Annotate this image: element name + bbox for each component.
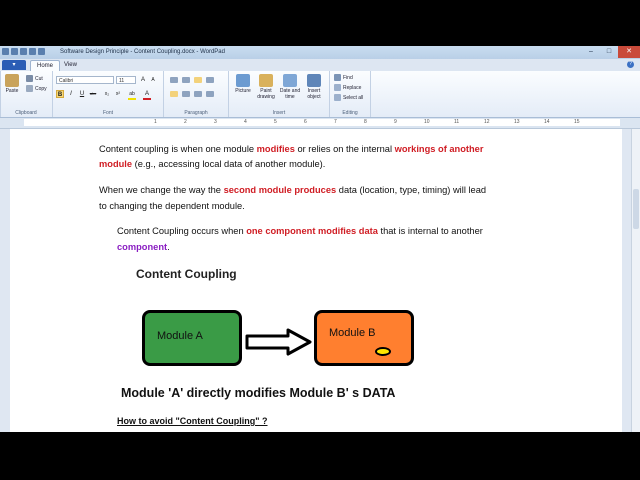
line-spacing-icon[interactable]: [206, 77, 214, 83]
strikethrough-button[interactable]: abc: [89, 91, 97, 96]
align-left-icon[interactable]: [170, 91, 178, 97]
paste-label: Paste: [5, 88, 19, 94]
ruler[interactable]: [0, 118, 640, 129]
superscript-button[interactable]: x²: [115, 91, 121, 97]
ruler-tick: 10: [424, 119, 430, 125]
paint-drawing-button[interactable]: [255, 74, 277, 100]
section-heading: How to avoid "Content Coupling" ?: [117, 416, 268, 426]
ruler-tick: 6: [304, 119, 307, 125]
ruler-tick: 11: [454, 119, 460, 125]
diagram-title: Content Coupling: [136, 267, 237, 281]
paragraph-1-line-2: [99, 156, 325, 172]
text-run: data (location, type, timing) will lead: [336, 185, 487, 195]
ruler-tick: 2: [184, 119, 187, 125]
increase-indent-icon[interactable]: [182, 77, 190, 83]
scrollbar-thumb[interactable]: [633, 189, 639, 229]
diagram-caption: Module 'A' directly modifies Module B' s DATA: [121, 386, 396, 400]
tab-home[interactable]: Home: [30, 60, 60, 72]
insert-group: [229, 71, 330, 117]
select-all-button[interactable]: [334, 94, 363, 101]
italic-button[interactable]: I: [70, 91, 72, 97]
clipboard-group: [0, 71, 53, 117]
maximize-button[interactable]: □: [606, 48, 612, 55]
font-group: [53, 71, 164, 117]
paragraph-2-line-2: to changing the dependent module.: [99, 201, 245, 211]
find-label: Find: [343, 74, 353, 81]
redo-icon[interactable]: [29, 48, 36, 55]
highlight-text: workings of another: [394, 144, 484, 154]
subscript-button[interactable]: x₂: [104, 91, 110, 97]
ruler-tick: 4: [244, 119, 247, 125]
tab-view[interactable]: View: [64, 62, 77, 68]
paragraph-3-line-2: [117, 239, 170, 255]
text-run: Content coupling is when one module: [99, 144, 257, 154]
ruler-tick: 15: [574, 119, 580, 125]
highlight-text: modifies: [256, 144, 295, 154]
grow-font-button[interactable]: A: [140, 77, 145, 83]
paragraph-group-label: Paragraph: [184, 110, 208, 116]
picture-button[interactable]: [233, 74, 253, 94]
picture-icon: [236, 74, 250, 87]
text-run: (e.g., accessing local data of another module).: [132, 159, 326, 169]
module-a-label: Module A: [157, 330, 203, 342]
insert-object-button[interactable]: [303, 74, 325, 100]
window-title: Software Design Principle - Content Coupling.docx - WordPad: [60, 49, 225, 55]
picture-label: Picture: [235, 88, 251, 94]
clipboard-group-label: Clipboard: [15, 110, 37, 116]
ruler-tick: 12: [484, 119, 490, 125]
date-time-label: Date and time: [279, 88, 301, 100]
text-run: that is internal to another: [377, 226, 483, 236]
help-icon[interactable]: ?: [627, 61, 634, 68]
cut-label: Cut: [35, 75, 43, 82]
window-controls: [582, 46, 640, 59]
paste-icon: [5, 74, 19, 87]
paint-drawing-label: Paint drawing: [257, 88, 275, 100]
data-blob-icon: [375, 347, 391, 356]
ruler-tick: 13: [514, 119, 520, 125]
file-menu-button[interactable]: ▾: [2, 60, 26, 70]
module-b-label: Module B: [329, 327, 376, 339]
undo-icon[interactable]: [20, 48, 27, 55]
select-all-icon: [334, 94, 341, 101]
vertical-scrollbar[interactable]: [631, 129, 640, 432]
quick-access-toolbar: [2, 48, 45, 55]
copy-button[interactable]: [26, 85, 47, 92]
replace-label: Replace: [343, 84, 362, 91]
ruler-tick: 7: [334, 119, 337, 125]
highlight-text: one component modifies data: [246, 226, 378, 236]
copy-icon: [26, 85, 33, 92]
editing-group-label: Editing: [342, 110, 358, 116]
paragraph-3-line-1: [117, 223, 483, 239]
wordpad-window: [0, 46, 640, 432]
binoculars-icon: [334, 74, 341, 81]
replace-button[interactable]: [334, 84, 361, 91]
save-icon[interactable]: [11, 48, 18, 55]
title-bar: [0, 46, 640, 59]
object-icon: [307, 74, 321, 87]
app-menu-icon[interactable]: [2, 48, 9, 55]
bold-button[interactable]: B: [57, 92, 63, 98]
font-color-button[interactable]: A: [143, 90, 151, 100]
text-run: or relies on the internal: [294, 144, 395, 154]
paragraph-2-line-1: [99, 182, 486, 198]
calendar-icon: [283, 74, 297, 87]
ribbon-tabs: [0, 59, 640, 71]
module-a-box: [142, 310, 242, 366]
highlight-text: second module produces: [223, 185, 337, 195]
minimize-button[interactable]: –: [589, 48, 593, 55]
shrink-font-button[interactable]: A: [151, 77, 155, 83]
insert-object-label: Insert object: [307, 88, 321, 100]
customize-icon[interactable]: [38, 48, 45, 55]
text-run: Content Coupling occurs when: [117, 226, 247, 236]
ruler-track: [24, 119, 620, 126]
text-run: When we change the way the: [99, 185, 224, 195]
underline-button[interactable]: U: [79, 91, 85, 97]
font-family-select[interactable]: Calibri: [56, 76, 114, 84]
align-right-icon[interactable]: [194, 91, 202, 97]
text-run: .: [167, 242, 170, 252]
ruler-tick: 3: [214, 119, 217, 125]
ruler-tick: 1: [154, 119, 157, 125]
font-group-label: Font: [102, 110, 113, 116]
highlight-button[interactable]: ab: [128, 90, 136, 100]
insert-group-label: Insert: [272, 110, 286, 116]
decrease-indent-icon[interactable]: [170, 77, 178, 83]
editing-group: [330, 71, 371, 117]
font-size-select[interactable]: 11: [116, 76, 136, 84]
ruler-tick: 9: [394, 119, 397, 125]
ribbon: [0, 71, 640, 118]
paint-brush-icon: [259, 74, 273, 87]
ruler-tick: 14: [544, 119, 550, 125]
cut-button[interactable]: [26, 75, 43, 82]
paragraph-group: [164, 71, 229, 117]
close-button[interactable]: ✕: [618, 46, 640, 58]
find-button[interactable]: [334, 74, 353, 81]
bullets-icon[interactable]: [194, 77, 202, 83]
paste-button[interactable]: [3, 74, 21, 94]
highlight-text: module: [99, 159, 133, 169]
scissors-icon: [26, 75, 33, 82]
highlight-text: component: [117, 242, 168, 252]
ruler-tick: 5: [274, 119, 277, 125]
justify-icon[interactable]: [206, 91, 214, 97]
date-time-button[interactable]: [279, 74, 301, 100]
paragraph-1-line-1: [99, 141, 483, 157]
ruler-tick: 8: [364, 119, 367, 125]
copy-label: Copy: [35, 85, 47, 92]
select-all-label: Select all: [343, 94, 364, 101]
align-center-icon[interactable]: [182, 91, 190, 97]
arrow-icon: [244, 328, 314, 356]
replace-icon: [334, 84, 341, 91]
module-b-box: [314, 310, 414, 366]
